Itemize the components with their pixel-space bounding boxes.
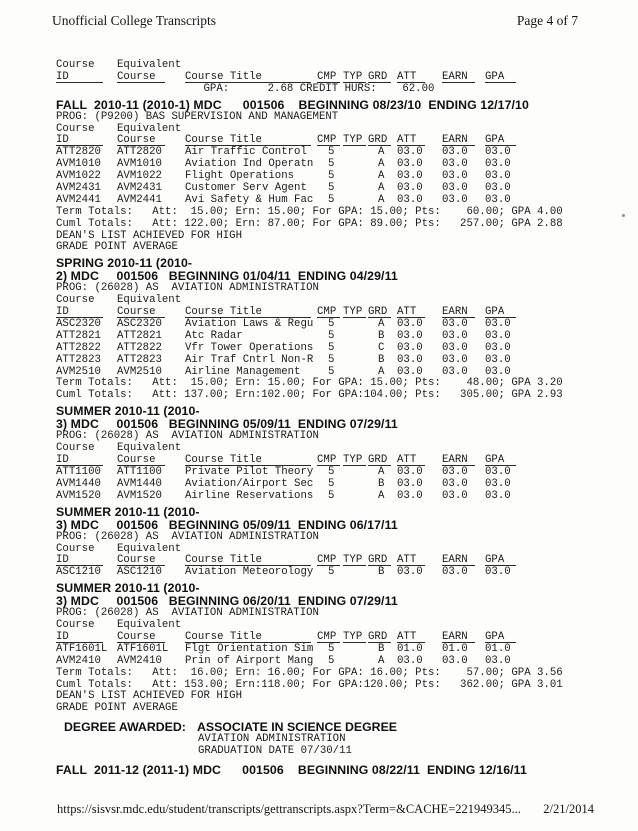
page-header: [52, 13, 578, 29]
cell-gpa: 03.0: [485, 341, 511, 354]
column-header-equivalent: Course: [117, 632, 165, 643]
column-header-att: ATT: [397, 555, 425, 566]
section-title-summer-2010-3a: SUMMER 2010-11 (2010-: [56, 404, 200, 419]
document-title: Unofficial College Transcripts: [52, 13, 216, 28]
cell-id: ATT2820: [56, 146, 101, 159]
column-header-gpa: GPA: [485, 307, 516, 318]
cell-typ: [343, 171, 368, 183]
cell-earn: 01.0: [442, 642, 468, 655]
column-header-earn: EARN: [442, 455, 475, 466]
cell-grd: A: [378, 465, 385, 478]
cell-id: AVM1440: [56, 477, 101, 490]
totals-line: Cuml Totals: Att: 137.00; Ern:102.00; For GPA:104.00; Pts: 305.00; GPA 2.93: [56, 389, 563, 402]
cell-id: ATT2822: [56, 341, 101, 354]
scan-speck: [622, 214, 625, 217]
column-header-cell: [117, 72, 185, 84]
cell-title: Flight Operations: [185, 170, 295, 183]
footer-url: https://sisvsr.mdc.edu/student/transcripts/gettranscripts.aspx?Term=&CACHE=221949345...: [57, 802, 521, 816]
cell-id: AVM1010: [56, 158, 101, 171]
cell-typ: [343, 319, 368, 331]
column-group-label-0: Course: [56, 294, 95, 307]
cell-equivalent: AVM1440: [117, 477, 162, 490]
cell-att: 03.0: [397, 193, 423, 206]
course-row: [56, 343, 604, 355]
cell-cmp: 5: [328, 654, 335, 667]
column-header-cell: [343, 455, 368, 467]
column-header-typ: TYP: [343, 632, 366, 643]
next-term-title: FALL 2011-12 (2011-1) MDC 001506 BEGINNING 08/22/11 ENDING 12/16/11: [56, 762, 527, 777]
cell-cmp: 5: [328, 566, 335, 579]
cell-typ: [343, 343, 368, 355]
column-header-title: Course Title: [185, 555, 311, 566]
column-header-cell: [343, 135, 368, 147]
column-header-equivalent: Course: [117, 455, 165, 466]
column-group-label-0: Course: [56, 442, 95, 455]
cell-att: 03.0: [397, 158, 423, 171]
cell-earn: 03.0: [442, 566, 468, 579]
column-header-gpa: GPA: [485, 135, 516, 146]
column-header-att: ATT: [397, 307, 425, 318]
column-header-gpa: GPA: [485, 555, 516, 566]
cell-equivalent: ATT1100: [117, 465, 162, 478]
column-header-cell: [317, 72, 343, 84]
column-header-grd: GRD: [368, 632, 391, 643]
cell-typ: [343, 159, 368, 171]
cell-id: ATT2823: [56, 353, 101, 366]
column-header-title: Course Title: [185, 632, 311, 643]
cell-grd: C: [378, 341, 385, 354]
cell-att: 03.0: [397, 654, 423, 667]
column-header-earn: EARN: [442, 632, 475, 643]
cell-cmp: 5: [328, 193, 335, 206]
cell-typ: [343, 331, 368, 343]
column-header-typ: TYP: [343, 135, 366, 146]
column-header-id: ID: [56, 455, 103, 466]
column-header-cmp: CMP: [317, 72, 340, 83]
cell-cmp: 5: [328, 353, 335, 366]
cell-att: 01.0: [397, 642, 423, 655]
cell-title: Aviation Meteorology: [185, 566, 314, 579]
note-line: GRADE POINT AVERAGE: [56, 702, 178, 715]
column-header-typ: TYP: [343, 555, 366, 566]
column-header-grd: GRD: [368, 135, 391, 146]
cell-equivalent: ASC2320: [117, 318, 162, 331]
page-footer: [57, 802, 594, 817]
cell-cmp: 5: [328, 642, 335, 655]
column-header-cell: [397, 72, 442, 84]
cell-cmp: 5: [328, 158, 335, 171]
column-header-cell: [343, 307, 368, 319]
totals-line: Cuml Totals: Att: 122.00; Ern: 87.00; For GPA: 89.00; Pts: 257.00; GPA 2.88: [56, 217, 563, 230]
column-group-label-1: Equivalent: [117, 442, 182, 455]
cell-grd: B: [378, 353, 385, 366]
cell-title: Aviation/Airport Sec: [185, 477, 314, 490]
column-group-label-0: Course: [56, 542, 95, 555]
cell-gpa: 03.0: [485, 329, 511, 342]
cell-equivalent: AVM2441: [117, 193, 162, 206]
column-header-grd: GRD: [368, 555, 391, 566]
course-row: [56, 656, 604, 668]
cell-grd: B: [378, 642, 385, 655]
program-line: PROG: (26028) AS AVIATION ADMINISTRATION: [56, 282, 319, 295]
column-group-label-1: Equivalent: [117, 122, 182, 135]
cell-grd: A: [378, 654, 385, 667]
cell-cmp: 5: [328, 318, 335, 331]
cell-equivalent: ATT2823: [117, 353, 162, 366]
cell-title: Flgt Orientation Sim: [185, 642, 314, 655]
cell-equivalent: AVM1022: [117, 170, 162, 183]
column-header-title: Course Title: [185, 135, 311, 146]
cell-equivalent: ATF1601L: [117, 642, 169, 655]
cell-gpa: 03.0: [485, 465, 511, 478]
footer-date: 2/21/2014: [543, 802, 594, 816]
cell-gpa: 03.0: [485, 353, 511, 366]
column-header-equivalent: Course: [117, 72, 165, 83]
column-header-earn: EARN: [442, 135, 475, 146]
degree-awarded-label: DEGREE AWARDED:: [64, 720, 186, 735]
cell-id: AVM2441: [56, 193, 101, 206]
gpa-summary-line: GPA: 2.68 CREDIT HURS: 62.00: [56, 82, 435, 95]
cell-gpa: 03.0: [485, 654, 511, 667]
section-title-summer-2010-3b: 3) MDC 001506 BEGINNING 05/09/11 ENDING 06/17/11: [56, 517, 398, 532]
column-header-title: Course Title: [185, 307, 311, 318]
cell-att: 03.0: [397, 146, 423, 159]
cell-earn: 03.0: [442, 353, 468, 366]
column-header-gpa: GPA: [485, 632, 516, 643]
column-header-typ: TYP: [343, 307, 366, 318]
column-header-att: ATT: [397, 455, 425, 466]
cell-att: 03.0: [397, 170, 423, 183]
column-header-earn: EARN: [442, 307, 475, 318]
cell-title: Vfr Tower Operations: [185, 341, 314, 354]
cell-title: Avi Safety & Hum Fac: [185, 193, 314, 206]
cell-grd: A: [378, 318, 385, 331]
cell-att: 03.0: [397, 341, 423, 354]
column-header-att: ATT: [397, 72, 425, 83]
totals-line: Term Totals: Att: 15.00; Ern: 15.00; For GPA: 15.00; Pts: 60.00; GPA 4.00: [56, 205, 563, 218]
program-line: PROG: (P9200) BAS SUPERVISION AND MANAGEMENT: [56, 110, 339, 123]
course-row: [56, 491, 604, 503]
cell-earn: 03.0: [442, 477, 468, 490]
cell-earn: 03.0: [442, 329, 468, 342]
column-header-att: ATT: [397, 135, 425, 146]
cell-typ: [343, 656, 368, 668]
column-header-earn: EARN: [442, 555, 475, 566]
cell-att: 03.0: [397, 489, 423, 502]
column-header-title: Course Title: [185, 72, 311, 83]
cell-id: AVM2510: [56, 365, 101, 378]
cell-grd: A: [378, 193, 385, 206]
cell-earn: 03.0: [442, 465, 468, 478]
cell-earn: 03.0: [442, 365, 468, 378]
cell-title: Prin of Airport Mang: [185, 654, 314, 667]
cell-att: 03.0: [397, 318, 423, 331]
column-header-att: ATT: [397, 632, 425, 643]
cell-cmp: 5: [328, 341, 335, 354]
section-title-spring-2010-2: SPRING 2010-11 (2010-: [56, 256, 193, 271]
course-row: [56, 355, 604, 367]
cell-title: Airline Management: [185, 365, 301, 378]
column-group-label-1: Equivalent: [117, 542, 182, 555]
cell-earn: 03.0: [442, 193, 468, 206]
column-header-cell: [56, 72, 117, 84]
column-header-id: ID: [56, 307, 103, 318]
cell-earn: 03.0: [442, 158, 468, 171]
column-header-equivalent: Course: [117, 135, 165, 146]
cell-title: Aviation Laws & Regu: [185, 318, 314, 331]
cell-typ: [343, 491, 368, 503]
cell-gpa: 01.0: [485, 642, 511, 655]
column-header-equivalent: Course: [117, 307, 165, 318]
note-line: GRADE POINT AVERAGE: [56, 241, 178, 254]
cell-grd: A: [378, 170, 385, 183]
cell-title: Air Traffic Control: [185, 146, 307, 159]
column-header-cell: [343, 72, 368, 84]
cell-typ: [343, 644, 368, 656]
cell-equivalent: AVM1010: [117, 158, 162, 171]
cell-att: 03.0: [397, 329, 423, 342]
cell-id: ATT1100: [56, 465, 101, 478]
cell-typ: [343, 147, 368, 159]
column-header-grd: GRD: [368, 307, 391, 318]
cell-title: Aviation Ind Operatn: [185, 158, 314, 171]
cell-equivalent: AVM1520: [117, 489, 162, 502]
column-header-id: ID: [56, 632, 103, 643]
cell-gpa: 03.0: [485, 566, 511, 579]
cell-id: ATF1601L: [56, 642, 108, 655]
course-row: [56, 644, 604, 656]
cell-title: Customer Serv Agent: [185, 182, 307, 195]
column-header-grd: GRD: [368, 72, 391, 83]
cell-grd: A: [378, 146, 385, 159]
degree-name: ASSOCIATE IN SCIENCE DEGREE: [197, 720, 397, 735]
section-title-fall-2010-1: FALL 2010-11 (2010-1) MDC 001506 BEGINNING 08/23/10 ENDING 12/17/10: [56, 97, 529, 112]
cell-typ: [343, 479, 368, 491]
column-header-cmp: CMP: [317, 455, 340, 466]
cell-earn: 03.0: [442, 654, 468, 667]
column-header-earn: EARN: [442, 72, 475, 83]
cell-att: 03.0: [397, 353, 423, 366]
column-header-cmp: CMP: [317, 307, 340, 318]
cell-cmp: 5: [328, 465, 335, 478]
column-group-label-0: Course: [56, 59, 95, 71]
column-header-row: [56, 72, 604, 84]
column-header-cell: [442, 72, 485, 84]
cell-title: Air Traf Cntrl Non-R: [185, 353, 314, 366]
cell-id: AVM1520: [56, 489, 101, 502]
section-title-spring-2010-2: 2) MDC 001506 BEGINNING 01/04/11 ENDING 04/29/11: [56, 269, 398, 284]
cell-att: 03.0: [397, 182, 423, 195]
cell-att: 03.0: [397, 477, 423, 490]
cell-grd: B: [378, 477, 385, 490]
column-header-equivalent: Course: [117, 555, 165, 566]
note-line: DEAN'S LIST ACHIEVED FOR HIGH: [56, 229, 242, 242]
section-title-summer-2010-3a: 3) MDC 001506 BEGINNING 05/09/11 ENDING 07/29/11: [56, 417, 398, 432]
cell-gpa: 03.0: [485, 365, 511, 378]
cell-id: AVM1022: [56, 170, 101, 183]
cell-equivalent: AVM2510: [117, 365, 162, 378]
cell-id: ATT2821: [56, 329, 101, 342]
column-header-cell: [343, 555, 368, 567]
column-group-label-1: Equivalent: [117, 619, 182, 632]
program-line: PROG: (26028) AS AVIATION ADMINISTRATION: [56, 530, 319, 543]
cell-gpa: 03.0: [485, 146, 511, 159]
cell-grd: A: [378, 365, 385, 378]
column-header-typ: TYP: [343, 72, 366, 83]
cell-gpa: 03.0: [485, 489, 511, 502]
column-header-cell: [485, 72, 529, 84]
cell-earn: 03.0: [442, 489, 468, 502]
cell-gpa: 03.0: [485, 318, 511, 331]
transcript-body: [56, 60, 604, 777]
cell-equivalent: ASC1210: [117, 566, 162, 579]
cell-title: Private Pilot Theory: [185, 465, 314, 478]
column-header-grd: GRD: [368, 455, 391, 466]
course-row: [56, 195, 604, 207]
cell-equivalent: ATT2820: [117, 146, 162, 159]
page-number: Page 4 of 7: [516, 13, 578, 28]
program-line: PROG: (26028) AS AVIATION ADMINISTRATION: [56, 607, 319, 620]
cell-cmp: 5: [328, 146, 335, 159]
degree-detail-line: AVIATION ADMINISTRATION: [198, 733, 346, 746]
totals-line: Term Totals: Att: 16.00; Ern: 16.00; For GPA: 16.00; Pts: 57.00; GPA 3.56: [56, 666, 563, 679]
cell-id: AVM2410: [56, 654, 101, 667]
cell-earn: 03.0: [442, 182, 468, 195]
column-header-id: ID: [56, 555, 103, 566]
course-row: [56, 479, 604, 491]
cell-typ: [343, 355, 368, 367]
cell-cmp: 5: [328, 489, 335, 502]
column-header-gpa: GPA: [485, 455, 516, 466]
cell-id: AVM2431: [56, 182, 101, 195]
cell-gpa: 03.0: [485, 182, 511, 195]
totals-line: Cuml Totals: Att: 153.00; Ern:118.00; For GPA:120.00; Pts: 362.00; GPA 3.01: [56, 678, 563, 691]
cell-att: 03.0: [397, 465, 423, 478]
column-group-label-0: Course: [56, 122, 95, 135]
note-line: DEAN'S LIST ACHIEVED FOR HIGH: [56, 690, 242, 703]
cell-cmp: 5: [328, 477, 335, 490]
cell-earn: 03.0: [442, 170, 468, 183]
column-header-cell: [343, 632, 368, 644]
cell-typ: [343, 183, 368, 195]
section-title-summer-2010-3c: SUMMER 2010-11 (2010-: [56, 581, 200, 596]
cell-gpa: 03.0: [485, 158, 511, 171]
cell-typ: [343, 467, 368, 479]
cell-equivalent: ATT2822: [117, 341, 162, 354]
column-group-label-1: Equivalent: [117, 59, 182, 71]
cell-grd: B: [378, 566, 385, 579]
degree-detail-line: GRADUATION DATE 07/30/11: [198, 745, 352, 758]
column-header-cell: [185, 72, 317, 84]
cell-earn: 03.0: [442, 146, 468, 159]
cell-cmp: 5: [328, 182, 335, 195]
column-header-cmp: CMP: [317, 555, 340, 566]
section-title-summer-2010-3b: SUMMER 2010-11 (2010-: [56, 504, 200, 519]
cell-equivalent: ATT2821: [117, 329, 162, 342]
column-group-label-0: Course: [56, 619, 95, 632]
cell-grd: A: [378, 489, 385, 502]
course-row: [56, 567, 604, 579]
cell-att: 03.0: [397, 365, 423, 378]
cell-earn: 03.0: [442, 318, 468, 331]
cell-cmp: 5: [328, 329, 335, 342]
cell-att: 03.0: [397, 566, 423, 579]
cell-gpa: 03.0: [485, 193, 511, 206]
cell-grd: A: [378, 182, 385, 195]
cell-cmp: 5: [328, 365, 335, 378]
cell-gpa: 03.0: [485, 170, 511, 183]
column-header-id: ID: [56, 72, 103, 83]
column-header-cell: [368, 72, 397, 84]
column-header-id: ID: [56, 135, 103, 146]
column-group-label-1: Equivalent: [117, 294, 182, 307]
column-header-gpa: GPA: [485, 72, 516, 83]
cell-title: Atc Radar: [185, 329, 243, 342]
cell-id: ASC1210: [56, 566, 101, 579]
cell-id: ASC2320: [56, 318, 101, 331]
cell-gpa: 03.0: [485, 477, 511, 490]
cell-grd: A: [378, 158, 385, 171]
column-header-typ: TYP: [343, 455, 366, 466]
totals-line: Term Totals: Att: 15.00; Ern: 15.00; For GPA: 15.00; Pts: 48.00; GPA 3.20: [56, 377, 563, 390]
cell-cmp: 5: [328, 170, 335, 183]
cell-typ: [343, 567, 368, 579]
cell-grd: B: [378, 329, 385, 342]
section-title-summer-2010-3c: 3) MDC 001506 BEGINNING 06/20/11 ENDING 07/29/11: [56, 594, 398, 609]
cell-earn: 03.0: [442, 341, 468, 354]
column-header-title: Course Title: [185, 455, 311, 466]
column-header-cmp: CMP: [317, 135, 340, 146]
column-header-cmp: CMP: [317, 632, 340, 643]
cell-equivalent: AVM2431: [117, 182, 162, 195]
cell-title: Airline Reservations: [185, 489, 314, 502]
cell-equivalent: AVM2410: [117, 654, 162, 667]
program-line: PROG: (26028) AS AVIATION ADMINISTRATION: [56, 430, 319, 443]
